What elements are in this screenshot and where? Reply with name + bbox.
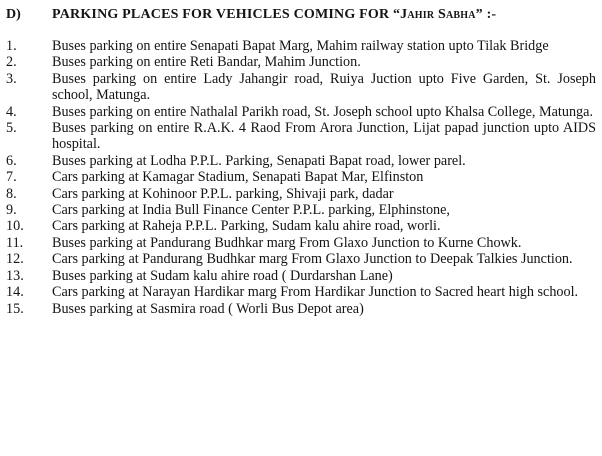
list-item <box>6 284 596 300</box>
item-number: 8. <box>6 185 17 202</box>
item-text: Cars parking at Kohinoor P.P.L. parking, Shivaji park, dadar <box>52 185 394 202</box>
item-text: Buses parking at Pandurang Budhkar marg From Glaxo Junction to Kurne Chowk. <box>52 234 522 251</box>
item-text: Buses parking on entire R.A.K. 4 Raod From Arora Junction, Lijat papad junction upto AIDS hospital. <box>52 120 596 153</box>
list-item <box>6 153 596 169</box>
item-text: Buses parking at Sudam kalu ahire road ( Durdarshan Lane) <box>52 267 393 284</box>
list-item <box>6 186 596 202</box>
item-number: 4. <box>6 103 17 120</box>
item-number: 7. <box>6 169 17 186</box>
item-text: Cars parking at Pandurang Budhkar marg From Glaxo Junction to Deepak Talkies Junction. <box>52 251 573 268</box>
parking-list <box>6 38 596 317</box>
item-text: Buses parking at Sasmira road ( Worli Bus Depot area) <box>52 300 364 317</box>
item-number: 1. <box>6 38 17 54</box>
list-item <box>6 251 596 267</box>
list-item <box>6 71 596 104</box>
item-number: 10. <box>6 218 24 235</box>
item-number: 2. <box>6 54 17 71</box>
item-text: Cars parking at Raheja P.P.L. Parking, Sudam kalu ahire road, worli. <box>52 218 441 235</box>
section-heading <box>6 4 596 26</box>
item-number: 11. <box>6 234 24 251</box>
list-item <box>6 235 596 251</box>
section-title: PARKING PLACES FOR VEHICLES COMING FOR “Jahir Sabha” :- <box>52 7 497 22</box>
item-number: 14. <box>6 284 24 301</box>
item-number: 12. <box>6 251 24 268</box>
list-item <box>6 202 596 218</box>
list-item <box>6 120 596 153</box>
item-text: Buses parking on entire Reti Bandar, Mahim Junction. <box>52 54 361 71</box>
item-number: 13. <box>6 267 24 284</box>
list-item <box>6 268 596 284</box>
item-text: Cars parking at Kamagar Stadium, Senapati Bapat Mar, Elfinston <box>52 169 424 186</box>
list-item <box>6 38 596 54</box>
list-item <box>6 301 596 317</box>
item-number: 3. <box>6 70 17 87</box>
list-item <box>6 104 596 120</box>
list-item <box>6 54 596 70</box>
item-number: 9. <box>6 202 17 219</box>
item-text: Buses parking on entire Nathalal Parikh road, St. Joseph school upto Khalsa College, Matunga. <box>52 103 593 120</box>
section-label: D) <box>6 7 21 22</box>
item-text: Buses parking on entire Lady Jahangir road, Ruiya Juction upto Five Garden, St. Joseph school, Matunga. <box>52 70 596 104</box>
item-number: 6. <box>6 152 17 169</box>
item-number: 5. <box>6 120 17 137</box>
item-text: Buses parking at Lodha P.P.L. Parking, Senapati Bapat road, lower parel. <box>52 152 466 169</box>
list-item <box>6 169 596 185</box>
item-text: Cars parking at India Bull Finance Center P.P.L. parking, Elphinstone, <box>52 202 450 219</box>
item-number: 15. <box>6 300 24 317</box>
item-text: Cars parking at Narayan Hardikar marg From Hardikar Junction to Sacred heart high school. <box>52 284 579 301</box>
list-item <box>6 218 596 234</box>
item-text: Buses parking on entire Senapati Bapat Marg, Mahim railway station upto Tilak Bridge <box>52 38 549 54</box>
